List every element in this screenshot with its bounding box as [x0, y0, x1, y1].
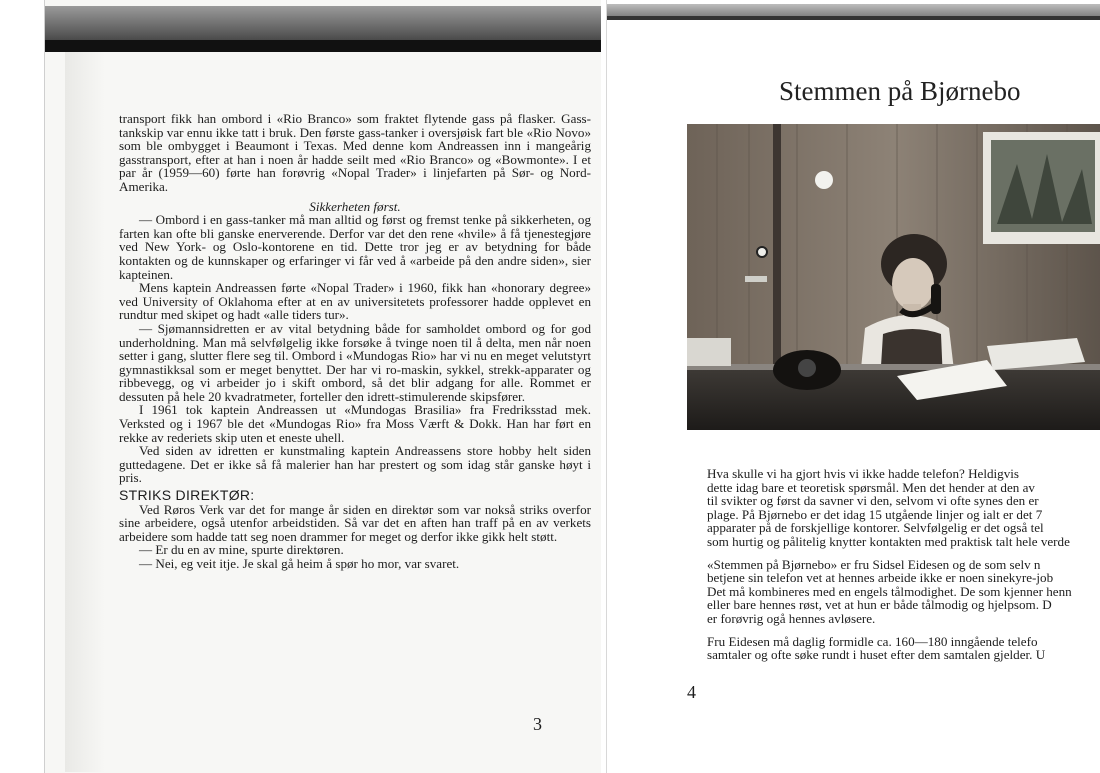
paragraph: Ved siden av idretten er kunstmaling kaptein Andreassens store hobby helt siden guttedagene. Det er ikke så få malerier han har prestert og som idag står ganske høyt i pris. [119, 443, 591, 486]
paragraph: Mens kaptein Andreassen førte «Nopal Trader» i 1960, fikk han «honorary degree» ved University of Oklahoma efter at en av universitetets professorer hadde opplevet en rundtur med skipet og hadt «alle tiders tur». [119, 280, 591, 323]
scan-edge-shadow [45, 6, 601, 52]
paragraph: Ved Røros Verk var det for mange år siden en direktør som var nokså striks overfor sine arbeidere, også utenfor arbeidstiden. Så var det en aften han traff på en av verkets arbeidere som hadde tatt seg noen drammer for meget og derfor ikke gikk helt støtt. [119, 501, 591, 544]
article-title: Stemmen på Bjørnebo [779, 76, 1021, 106]
paragraph: — Er du en av mine, spurte direktøren. [139, 542, 344, 558]
paragraph [687, 635, 1100, 662]
paragraph: — Sjømannsidretten er av vital betydning både for samholdet ombord og for god underholdning. Man må selvfølgelig ikke forsøke å tvinge noen til å delta, men når noen setter i gang, slutter flere seg til. Ombord i «Mundogas Rio» har vi nu en meget velutstyrt gymnastikksal som er meget benyttet. Der har vi ro-maskin, sykkel, strekk-apparater og ribbevegg, og vi arbeider jo i skift ombord, så det blir adgang for alle. Rommet er dessuten på hele 20 kvadratmeter, forteller den idrett-stimulerende skipsfører. [119, 320, 591, 404]
text-line: betjene sin telefon vet at hennes arbeide ikke er noen sinekyre-job [707, 570, 1054, 586]
right-page [606, 0, 1100, 773]
paragraph: — Nei, eg veit itje. Je skal gå heim å spør ho mor, var svaret. [139, 556, 460, 571]
text-line: «Stemmen på Bjørnebo» er fru Sidsel Eidesen og de som selv n [707, 556, 1041, 572]
text-line: som hurtig og pålitelig knytter kontakten med praktisk talt hele verde [707, 533, 1070, 549]
page-binding [65, 52, 105, 772]
text-line: til svikter og først da savner vi den, selvom vi ofte synes den er [707, 493, 1039, 509]
text-line: er forøvrig ogå hennes avløsere. [707, 610, 876, 626]
paragraph [687, 467, 1100, 549]
text-line: Det må kombineres med en engels tålmodighet. De som kjenner henn [707, 583, 1072, 599]
text-line: apparater på de forskjellige kontorer. Selvfølgelig er det også tel [707, 520, 1044, 536]
page-number: 4 [687, 682, 696, 702]
paragraph [687, 558, 1100, 626]
telephone-operator-photo [687, 124, 1100, 430]
scan-edge-shadow [607, 4, 1100, 20]
subheading-caps: STRIKS DIREKTØR: [119, 487, 255, 504]
right-page-body [687, 467, 1100, 671]
page-number: 3 [533, 714, 542, 734]
text-line: dette idag bare et teoretisk spørsmål. Men det hender at den av [707, 479, 1035, 495]
subheading-italic: Sikkerheten først. [309, 198, 401, 214]
text-line: samtaler og ofte søke rundt i huset efter dem samtalen gjelder. U [707, 647, 1046, 663]
paragraph: I 1961 tok kaptein Andreassen ut «Mundogas Brasilia» fra Fredriksstad mek. Verksted og i 1967 ble det «Mundogas Rio» fra Moss Værft & Dokk. Han har ført en rekke av rederiets skip uten et eneste uhell. [119, 402, 591, 445]
text-line: eller bare hennes røst, vet at hun er både tålmodig og hjelpsom. D [707, 597, 1052, 613]
paragraph: transport fikk han ombord i «Rio Branco» som fraktet flytende gass på flasker. Gass-tankskip var ennu ikke tatt i bruk. Den første gass-tanker i oversjøisk fart ble «Rio Novo» som ble ombygget i Beaumont i Texas. Med denne kom Andreassen inn i mangeårig gasstransport, efter at han i noen år hadde seilt med «Rio Branco» og «Bowmonte». I et par år (1959—60) førte han forøvrig «Nopal Trader» i linjefarten på Sør- og Nord-Amerika. [119, 111, 591, 194]
left-page [44, 0, 601, 773]
text-line: Fru Eidesen må daglig formidle ca. 160—180 inngående telefo [707, 633, 1038, 649]
photo-illustration [687, 124, 1100, 430]
paragraph: — Ombord i en gass-tanker må man alltid og først og fremst tenke på sikkerheten, og farten kan ofte bli ganske enerverende. Derfor var det den rene «hvile» å få tjenestegjøre ved New York- og Oslo-kontorene en tid. Dette tror jeg er av betydning for både kontakten og de kunnskaper og erfaringer vi får ved å «arbeide på den andre siden», sier kapteinen. [119, 212, 591, 282]
left-page-body [119, 112, 591, 571]
text-line: plage. På Bjørnebo er det idag 15 utgående linjer og ialt er det 7 [707, 506, 1043, 522]
text-line: Hva skulle vi ha gjort hvis vi ikke hadde telefon? Heldigvis [707, 467, 1019, 481]
